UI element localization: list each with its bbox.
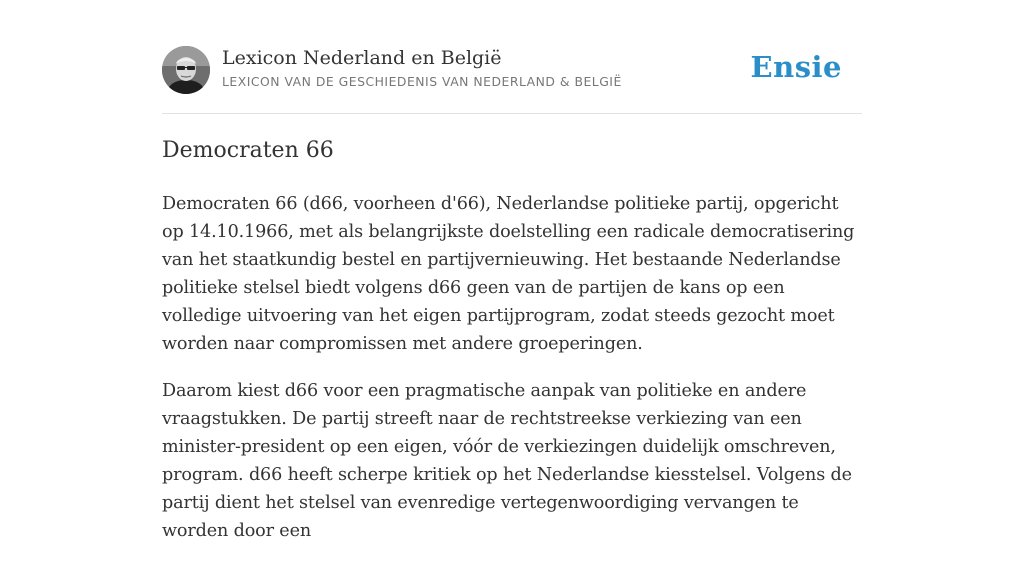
site-subtitle: LEXICON VAN DE GESCHIEDENIS VAN NEDERLAND & BELGIË <box>222 74 622 89</box>
header-text <box>222 46 622 89</box>
site-title[interactable]: Lexicon Nederland en België <box>222 47 502 69</box>
author-avatar[interactable] <box>162 46 210 94</box>
avatar-photo <box>162 46 210 94</box>
article-body <box>162 190 864 564</box>
article-paragraph-2: Daarom kiest d66 voor een pragmatische aanpak van politieke en andere vraagstukken. De partij streeft naar de rechtstreekse verkiezing van een minister-president op een eigen, vóór de verkiezingen duidelijk omschreven, program. d66 heeft scherpe kritiek op het Nederlandse kiesstelsel. Volgens de partij dient het stelsel van evenredige vertegenwoordiging vervangen te worden door een <box>162 381 852 541</box>
site-header <box>162 46 862 114</box>
ensie-logo[interactable]: Ensie <box>750 50 842 84</box>
article-title: Democraten 66 <box>162 138 334 163</box>
header-divider <box>162 113 862 114</box>
article-paragraph-1: Democraten 66 (d66, voorheen d'66), Nederlandse politieke partij, opgericht op 14.10.1966, met als belangrijkste doelstelling een radicale democratisering van het staatkundig bestel en partijvernieuwing. Het bestaande Nederlandse politieke stelsel biedt volgens d66 geen van de partijen de kans op een volledige uitvoering van het eigen partijprogram, zodat steeds gezocht moet worden naar compromissen met andere groeperingen. <box>162 194 855 354</box>
